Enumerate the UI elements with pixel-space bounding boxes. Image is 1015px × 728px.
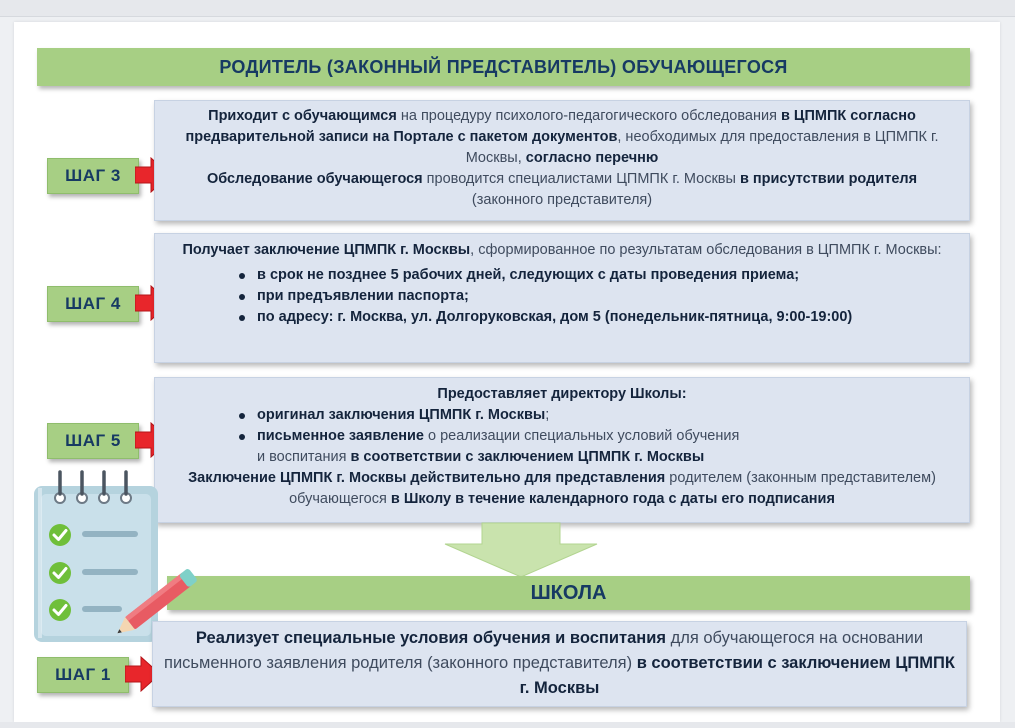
step4-intro (165, 240, 959, 261)
step5-label (47, 423, 139, 459)
list-item (235, 426, 959, 447)
step1-text: для обучающегося на основании письменного заявления родителя (законного представителя) (164, 629, 924, 672)
step4-bullet-list (165, 265, 959, 328)
step3-card (154, 100, 970, 221)
down-arrow-icon (444, 522, 598, 578)
step3-text: , необходимых для предоставления в ЦПМПК г. Москвы, (465, 129, 939, 166)
step5-text: о реализации специальных условий обучения (424, 428, 740, 444)
step4-bullet-text: по адресу: г. Москва, ул. Долгоруковская, дом 5 (понедельник-пятница, 9:00-19:00) (257, 309, 853, 325)
step5-text: Заключение ЦПМПК г. Москвы действительно для представления (188, 470, 666, 486)
step3-text: в присутствии родителя (739, 171, 918, 187)
step5-bullet-list (165, 405, 959, 447)
step1-card (152, 621, 967, 707)
bottom-strip (0, 722, 1015, 728)
step1-text: Реализует специальные условия обучения и воспитания (195, 629, 666, 647)
step5-title (165, 384, 959, 405)
step3-text: в ЦПМПК согласно предварительной записи на Портале с пакетом документов (185, 108, 916, 145)
step1-label-text: ШАГ 1 (55, 665, 111, 684)
step5-text: ; (545, 407, 550, 423)
step3-text: на процедуру психолого-педагогического обследования (396, 108, 781, 124)
step4-bullet-text: в срок не позднее 5 рабочих дней, следующих с даты проведения приема; (257, 267, 800, 283)
step3-text: (законного представителя) (471, 192, 653, 208)
step3-text: Приходит с обучающимся (208, 108, 397, 124)
list-item (235, 286, 959, 307)
list-item (235, 265, 959, 286)
step3-text: согласно перечню (525, 150, 659, 166)
step1-label (37, 657, 129, 693)
step3-paragraph-1 (165, 106, 959, 169)
step3-text: проводится специалистами ЦПМПК г. Москвы (422, 171, 740, 187)
step3-text: Обследование обучающегося (206, 171, 423, 187)
step4-label-text: ШАГ 4 (65, 294, 121, 313)
step5-text: родителем (законным представителем) обучающегося (289, 470, 936, 507)
step1-paragraph (163, 626, 956, 701)
step5-text: письменное заявление (257, 428, 424, 444)
top-strip (0, 0, 1015, 17)
step5-text: в соответствии с заключением ЦПМПК г. Москвы (350, 449, 705, 465)
step4-bullet-text: при предъявлении паспорта; (257, 288, 469, 304)
header-title: РОДИТЕЛЬ (ЗАКОННЫЙ ПРЕДСТАВИТЕЛЬ) ОБУЧАЮЩЕГОСЯ (219, 56, 788, 77)
step5-text: и воспитания (257, 449, 351, 465)
step5-text: оригинал заключения ЦПМПК г. Москвы (257, 407, 546, 423)
school-title: ШКОЛА (530, 581, 607, 604)
school-title-bar (167, 576, 970, 610)
step5-card (154, 377, 970, 523)
step1-text: в соответствии с заключением ЦПМПК г. Москвы (519, 654, 955, 697)
step5-label-text: ШАГ 5 (65, 431, 121, 450)
step4-label (47, 286, 139, 322)
step4-text: Получает заключение ЦПМПК г. Москвы (182, 242, 471, 258)
step5-bullet-continuation (165, 447, 959, 468)
step5-text: Предоставляет директору Школы: (437, 386, 687, 402)
step5-note (165, 468, 959, 510)
list-item (235, 307, 959, 328)
step3-label (47, 158, 139, 194)
header-title-bar (37, 48, 970, 86)
step4-card (154, 233, 970, 363)
step3-label-text: ШАГ 3 (65, 166, 121, 185)
list-item (235, 405, 959, 426)
step3-paragraph-2 (165, 169, 959, 211)
step4-text: , сформированное по результатам обследования в ЦПМПК г. Москвы: (470, 242, 942, 258)
step5-text: в Школу в течение календарного года с даты его подписания (390, 491, 835, 507)
